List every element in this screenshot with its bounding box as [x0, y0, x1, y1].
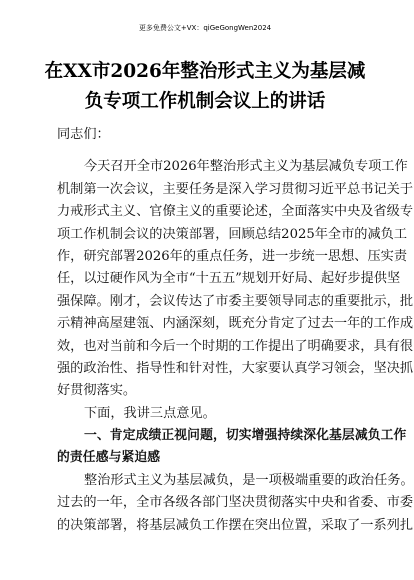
paragraph-line: 今天召开全市2026年整治形式主义为基层减负专项工作	[84, 159, 408, 175]
title-line: 在XX市2026年整治形式主义为基层减	[44, 61, 366, 82]
paragraph-line: 力戒形式主义、官僚主义的重要论述，全面落实中央及省级专	[57, 204, 414, 220]
section-heading-line: 一、肯定成绩正视问题，切实增强持续深化基层减负工作	[84, 428, 407, 444]
paragraph-line: 作，研究部署2026年的重点任务，进一步统一思想、压实责	[57, 248, 408, 264]
paragraph-line: 示精神高屋建瓴、内涵深刻，既充分肯定了过去一年的工作成	[57, 316, 414, 332]
paragraph-line: 效，也对当前和今后一个时期的工作提出了明确要求，具有很	[57, 338, 414, 354]
header-note: 更多免费公文+VX：qiGeGongWen2024	[138, 24, 272, 32]
paragraph-line: 好贯彻落实。	[57, 383, 137, 399]
intro-line: 下面，我讲三点意见。	[84, 405, 216, 421]
paragraph-2	[57, 470, 414, 537]
section-heading-line: 的责任感与紧迫感	[57, 450, 161, 466]
paragraph-1	[57, 156, 414, 402]
paragraph-line: 整治形式主义为基层减负，是一项极端重要的政治任务。	[84, 472, 414, 488]
paragraph-line: 机制第一次会议，主要任务是深入学习贯彻习近平总书记关于	[57, 181, 414, 197]
paragraph-line: 任，以过硬作风为全市“十五五”规划开好局、起好步提供坚	[57, 271, 401, 287]
paragraph-line: 强保障。刚才，会议传达了市委主要领导同志的重要批示，批	[57, 293, 414, 309]
document-body	[57, 124, 414, 537]
salutation: 同志们：	[57, 127, 110, 142]
paragraph-line: 过去的一年，全市各级各部门坚决贯彻落实中央和省委、市委	[57, 495, 414, 511]
paragraph-line: 强的政治性、指导性和针对性，大家要认真学习领会，坚决抓	[57, 360, 414, 376]
paragraph-line: 项工作机制会议的决策部署，回顾总结2025年全市的减负工	[57, 226, 408, 242]
title-line: 负专项工作机制会议上的讲话	[84, 91, 326, 112]
paragraph-line: 的决策部署，将基层减负工作摆在突出位置，采取了一系列扎	[57, 517, 414, 533]
section-heading	[57, 425, 407, 470]
document-title	[44, 57, 366, 117]
